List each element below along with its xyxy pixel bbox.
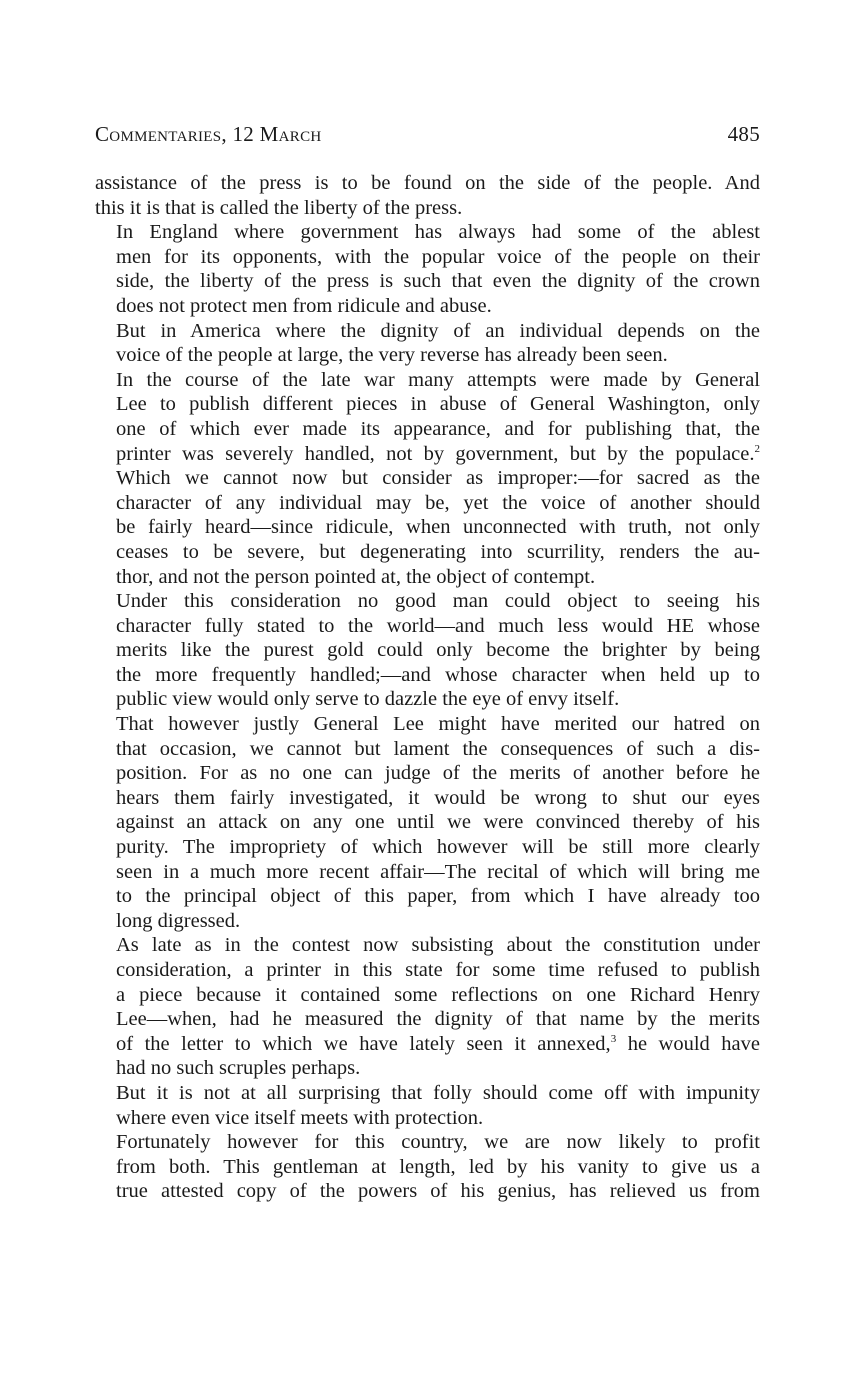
text-line: hears them fairly investigated, it would be wrong to shut our eyes [116,786,760,809]
text-line: printer was severely handled, not by government, but by the populace. [116,442,755,465]
text-line: But in America where the dignity of an individual depends on the [116,319,760,342]
text-line: merits like the purest gold could only become the brighter by being [116,639,760,662]
text-line: Which we cannot now but consider as improper:—for sacred as the [116,467,760,490]
page-number: 485 [727,122,760,146]
text-line: long digressed. [116,909,241,932]
text-line: true attested copy of the powers of his genius, has relieved us from [116,1180,760,1203]
text-line: In England where government has always had some of the ablest [116,221,760,244]
book-page [95,122,760,1204]
text-line: As late as in the contest now subsisting about the constitution under [116,934,760,957]
text-line: that occasion, we cannot but lament the consequences of such a dis- [116,737,760,760]
text-line: side, the liberty of the press is such that even the dignity of the crown [116,270,760,293]
text-line: Lee to publish different pieces in abuse of General Washington, only [116,393,760,416]
running-head-title: Commentaries, 12 March [95,122,322,146]
text-line: this it is that is called the liberty of the press. [95,196,463,219]
text-line: against an attack on any one until we were convinced thereby of his [116,811,760,834]
text-line: position. For as no one can judge of the merits of another before he [116,762,760,785]
text-line: had no such scruples perhaps. [116,1057,361,1080]
paragraph [95,171,760,220]
footnote-marker: 2 [754,442,760,455]
text-line: ceases to be severe, but degenerating into scurrility, renders the au- [116,540,760,563]
footnote-marker: 3 [610,1032,617,1045]
text-line: the more frequently handled;—and whose character when held up to [116,663,760,686]
text-line: Under this consideration no good man could object to seeing his [116,590,760,613]
paragraph [95,589,760,712]
text-line: character of any individual may be, yet the voice of another should [116,491,760,514]
text-line: from both. This gentleman at length, led by his vanity to give us a [116,1155,760,1178]
text-line: But it is not at all surprising that folly should come off with impunity [116,1081,760,1104]
text-line: Fortunately however for this country, we are now likely to profit [116,1131,760,1154]
text-line: men for its opponents, with the popular voice of the people on their [116,245,760,268]
text-line: purity. The impropriety of which however will be still more clearly [116,836,760,859]
text-line: That however justly General Lee might have merited our hatred on [116,713,760,736]
text-line: assistance of the press is to be found on the side of the people. And [95,172,760,194]
text-line-tail: he would have [616,1032,760,1055]
paragraph [95,933,760,1081]
paragraph [95,368,760,589]
text-line: seen in a much more recent affair—The recital of which will bring me [116,860,760,883]
text-line: of the letter to which we have lately seen it annexed, [116,1032,611,1055]
text-line: character fully stated to the world—and much less would HE whose [116,614,760,637]
text-line: voice of the people at large, the very reverse has already been seen. [116,344,668,367]
text-line: to the principal object of this paper, from which I have already too [116,885,760,908]
paragraph [95,319,760,368]
paragraph [95,1130,760,1204]
text-line: where even vice itself meets with protection. [116,1106,484,1129]
text-line-with-note [95,442,760,467]
text-line: be fairly heard—since ridicule, when unconnected with truth, not only [116,516,760,539]
paragraph [95,1081,760,1130]
text-line: In the course of the late war many attempts were made by General [116,368,760,391]
text-line: thor, and not the person pointed at, the object of contempt. [116,565,596,588]
body-text [95,171,760,1204]
text-line-with-note [95,1032,760,1057]
text-line: consideration, a printer in this state for some time refused to publish [116,959,760,981]
paragraph [95,220,760,318]
text-line: a piece because it contained some reflections on one Richard Henry [116,983,760,1006]
text-line: one of which ever made its appearance, and for publishing that, the [116,417,760,440]
text-line: Lee—when, had he measured the dignity of that name by the merits [116,1008,760,1031]
text-line: public view would only serve to dazzle the eye of envy itself. [116,688,620,711]
text-line: does not protect men from ridicule and abuse. [116,294,492,317]
paragraph [95,712,760,933]
running-head [95,122,760,152]
